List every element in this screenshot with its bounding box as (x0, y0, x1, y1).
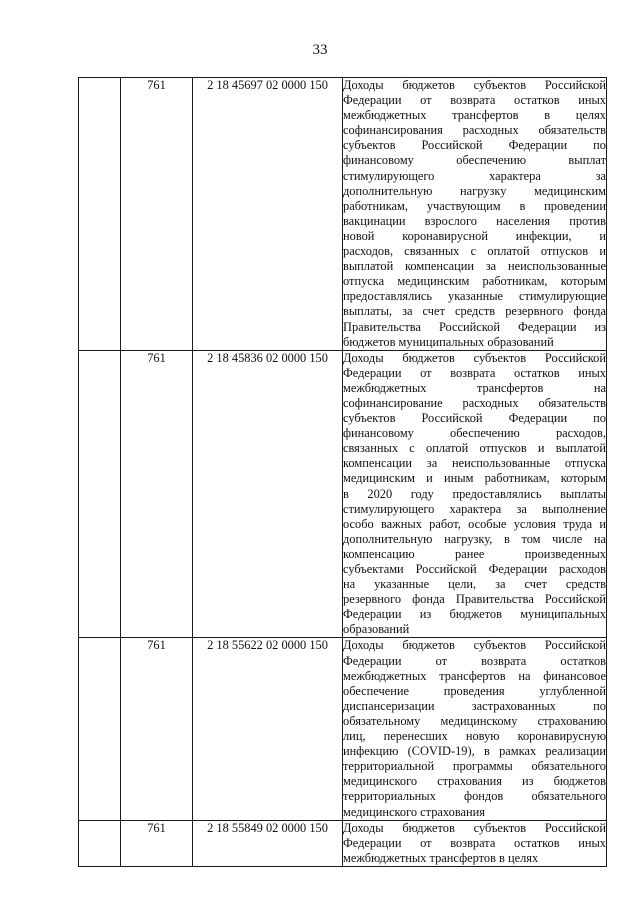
description-line: Правительства Российской Федерации из (343, 319, 606, 334)
description-line: Федерации из бюджетов муниципальных (343, 607, 606, 622)
empty-cell (79, 820, 121, 866)
description-line: Федерации от возврата остатков (343, 653, 606, 668)
empty-cell (79, 638, 121, 820)
description-line: Федерации от возврата остатков иных (343, 835, 606, 850)
description-line: отпуска медицинским работникам, которым (343, 274, 606, 289)
description-line: диспансеризации застрахованных по (343, 698, 606, 713)
description-line: резервного фонда Правительства Российской (343, 592, 606, 607)
description-line: стимулирующего характера за выполнение (343, 501, 606, 516)
description-line: новой коронавирусной инфекции, и (343, 228, 606, 243)
description-line: на указанные цели, за счет средств (343, 577, 606, 592)
description-line: медицинского страхования из бюджетов (343, 774, 606, 789)
description-line: межбюджетных трансфертов на финансовое (343, 668, 606, 683)
description-line: Федерации от возврата остатков иных (343, 93, 606, 108)
table-row (79, 638, 607, 820)
description-line: субъектами Российской Федерации расходов (343, 562, 606, 576)
description-cell (343, 350, 607, 638)
description-line: бюджетов муниципальных образований (343, 334, 554, 349)
description-line: межбюджетных трансфертов на (343, 380, 606, 395)
description-line: Доходы бюджетов субъектов Российской (343, 78, 606, 92)
empty-cell (79, 78, 121, 351)
description-line: территориальной программы обязательного (343, 759, 606, 774)
description-line: связанных с оплатой отпусков и выплатой (343, 441, 606, 456)
description-line: субъектов Российской Федерации по (343, 411, 606, 426)
description-line: компенсацию ранее произведенных (343, 546, 606, 561)
table-row (79, 78, 607, 351)
description-line: особо важных работ, особые условия труда и (343, 516, 606, 531)
description-line: лиц, перенесших новую коронавирусную (343, 729, 606, 744)
budget-code-cell: 2 18 55849 02 0000 150 (193, 820, 343, 866)
description-line: межбюджетных трансфертов в целях (343, 850, 539, 865)
admin-code-cell: 761 (121, 638, 193, 820)
description-line: финансовому обеспечению выплат (343, 153, 606, 168)
description-line: расходов, связанных с оплатой отпусков и (343, 244, 606, 259)
description-line: Доходы бюджетов субъектов Российской (343, 820, 606, 835)
description-line: софинансирования расходных обязательств (343, 123, 606, 138)
budget-code-cell: 2 18 55622 02 0000 150 (193, 638, 343, 820)
description-line: работникам, участвующим в проведении (343, 198, 606, 213)
description-line: компенсации за неиспользованные отпуска (343, 456, 606, 471)
description-line: выплаты, за счет средств резервного фонда (343, 304, 606, 319)
description-cell (343, 820, 607, 866)
budget-code-cell: 2 18 45836 02 0000 150 (193, 350, 343, 638)
description-line: в 2020 году предоставлялись выплаты (343, 486, 606, 501)
description-line: образований (343, 622, 410, 637)
description-line: стимулирующего характера за (343, 168, 606, 183)
description-line: межбюджетных трансфертов в целях (343, 108, 606, 123)
description-line: финансовому обеспечению расходов, (343, 426, 606, 441)
table-body (79, 78, 607, 867)
description-line: субъектов Российской Федерации по (343, 138, 606, 153)
page-number: 33 (312, 42, 328, 58)
description-line: предоставлялись указанные стимулирующие (343, 289, 606, 304)
description-cell (343, 78, 607, 351)
admin-code-cell: 761 (121, 350, 193, 638)
description-line: обязательному медицинскому страхованию (343, 713, 606, 728)
budget-classification-table (78, 77, 607, 867)
description-line: Федерации от возврата остатков иных (343, 365, 606, 380)
table-row (79, 350, 607, 638)
description-line: территориальных фондов обязательного (343, 789, 606, 804)
description-line: дополнительную нагрузку, в том числе на (343, 531, 606, 546)
description-line: софинансирование расходных обязательств (343, 395, 606, 410)
description-line: дополнительную нагрузку медицинским (343, 183, 606, 198)
empty-cell (79, 350, 121, 638)
description-line: медицинского страхования (343, 804, 485, 819)
description-line: медицинским и иным работникам, которым (343, 471, 606, 486)
description-line: инфекцию (COVID-19), в рамках реализации (343, 744, 606, 759)
description-line: Доходы бюджетов субъектов Российской (343, 638, 606, 653)
table-row (79, 820, 607, 866)
budget-code-cell: 2 18 45697 02 0000 150 (193, 78, 343, 351)
description-cell (343, 638, 607, 820)
admin-code-cell: 761 (121, 820, 193, 866)
description-line: обеспечение проведения углубленной (343, 683, 606, 698)
admin-code-cell: 761 (121, 78, 193, 351)
description-line: вакцинации взрослого населения против (343, 213, 606, 228)
description-line: выплатой компенсации за неиспользованные (343, 259, 606, 274)
description-line: Доходы бюджетов субъектов Российской (343, 350, 606, 365)
